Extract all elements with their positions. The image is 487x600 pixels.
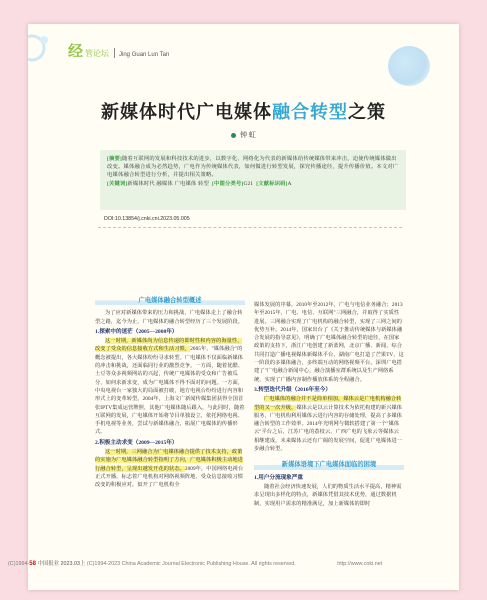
title-highlight: 融合转型 [272, 102, 348, 123]
keywords-line [107, 180, 399, 188]
doc-code-label: [文献标识码] [256, 180, 288, 187]
page-number: 58 [29, 561, 36, 567]
right-column [254, 301, 404, 508]
doi-line: DOI:10.13854/j.cnki.cni.2023.05.005 [104, 216, 190, 222]
journal-issue: 中国报业 2023.03上 [37, 561, 86, 567]
highlighted-text: 广电媒体的融合并不是简单相加，媒体云是广电机构融合转型的又一次升级。 [254, 396, 402, 411]
clc-label: [中图分类号] [212, 180, 244, 187]
abstract-text: 随着互联网的发展和科技技术的进步，以数字化、网络化为代表的新媒体给传统媒体带来冲击，迫使传统媒体做出改变。媒体融合成为必然趋势，广电作为传统媒体代表，如何做进行转型发展，探究传播途径，提升传播价值。本文对广电媒体融合转型进行分析，并提出相关策略。 [107, 156, 399, 179]
abstract-paragraph [107, 155, 399, 180]
paragraph: 随着社会经济快速发展，人们的物质生活水平提高，精神需求呈现出多样化的特点，新媒体凭借其技术优势，通过数据机制，实现用户需求的精准满足，加上新媒体的即时 [254, 483, 402, 507]
footer-copyright-prefix: (C)1994- [8, 561, 30, 567]
column-header [68, 38, 169, 60]
decorative-blob [388, 46, 430, 86]
abstract-box [100, 150, 406, 210]
divider-rule [98, 227, 402, 229]
doc-code-value: A [287, 180, 292, 187]
paragraph: 媒体发展的序幕。2010年至2012年，广电与电信业务融合；2013年至2015年，广电、电信、互联网"三网融合，并取得了实质性进展。三网融合实现了广电机构的融合转型，实现了三网之间的优势互补。2014年，国家出台了《关于推动传统媒体与新媒体融合发展的指导意见》，明确了广电媒体融合转型的途径，在国家政策的支持下，浙江广电创建了新蓝网，北京广播、新闻，综合共同打造广播电视媒体新媒体平台，湖南广电打造了芒果TV，这一阶段的多媒体融合，多终端互动的网络视频平台。深圳广电搭建了"广电融合新闻中心，融合演播室群系统以及生产网络系统，实现了广播内容制作播放体系的全程融合。 [254, 302, 404, 383]
highlighted-text: 这一时期，新媒体尚为信息传递的即时性和内容的海量性，改变了受众的信息接收方式和生活习惯， [95, 338, 243, 353]
title-part-2: 之策 [348, 102, 386, 123]
paragraph: 为了应对新媒体带来的压力和挑战，广电媒体走上了融合转型之路，迄今为止，广电媒体的融合转型经历了三个发展阶段。 [95, 310, 244, 325]
subheading-stage-1: 1.探索中的迷茫（2005—2008年） [95, 328, 178, 335]
paragraph [95, 448, 245, 489]
keywords-text: 新媒体时代 融媒体 广电媒体 转型 [127, 180, 209, 187]
column-name-small: 管论坛 [85, 49, 110, 58]
paragraph [95, 337, 245, 437]
abstract-label: [摘要] [107, 156, 122, 162]
subheading-user-diversion: 1.用户分流现象严重 [254, 474, 303, 481]
highlighted-text: 这一时期，三网融合为广电媒体融合提供了技术支持，政策的实施为广电媒体融合转型指明了方向，广电媒体积极主动地进行融合转型，呈现出越发开花的状态。 [95, 449, 244, 472]
author-dot-icon [231, 133, 236, 138]
copyright-text: (C)1994-2023 China Academic Journal Electronic Publishing House. All rights reserved. [86, 561, 296, 567]
paragraph-text: 2009年，中国网络电视台正式开播，标志着广电机构对网络视频阵地、受众信息接收习惯改变的积极应对。似开了广电机构全 [95, 465, 244, 489]
section-heading-overview: 广电媒体融合转型概述 [95, 297, 245, 305]
paragraph-text: 2005年，"媒体融合"的概念被提出，各大媒体纷纷寻求转型。广电媒体不仅面临新媒体的冲击和挑战，还面临同行业的激烈竞争。一方面，随着优酷、土豆等众多视频网站的兴起，传统广电媒体的受众和广告被瓜分，如何求新求变，成为广电媒体不得不面对的问题。一方面，中央电视台一家独大的局面被打破，地方电视台纷纷进行内容和形式上的变革转型。2004年，上海文广新闻传媒集团获得全国首张IPTV集成运营牌照，其他广电媒体随后跟入，与此同时，随着互联网的发展，广电媒体开始将节目单独设立，依托网络电视、手机电视等业务，尝试与新媒体融合，拓展广电媒体的传播形式。 [95, 346, 245, 436]
section-heading-dilemma: 新媒体语境下广电媒体面临的困境 [254, 461, 404, 469]
paragraph-text: 媒体云是以云计算技术为依托构建的新兴媒体服务，广电机构利用媒体云进行内容的存储处理，提高了多媒体融合转型的工作效率。2014年光明网与微软搭建了第一个"媒体云"平台之后，江苏广电的荔枝云、广西广电的飞象云等媒体云相继建成，未来媒体云还有广阔的发展空间，促进广电媒体进一步融合转型。 [254, 404, 403, 453]
keywords-label: [关键词] [107, 180, 128, 187]
subheading-stage-3: 3.转型迭代升级（2016年至今） [254, 386, 331, 393]
column-name-large: 经 [68, 42, 84, 60]
article-title [28, 98, 459, 124]
cnki-url: http://www.cnki.net [337, 561, 383, 567]
decorative-circles [28, 28, 50, 68]
author-line [28, 130, 459, 140]
header-divider [114, 48, 115, 58]
clc-value: G21 [243, 180, 254, 187]
author-name: 钟 虹 [240, 131, 256, 139]
journal-page [28, 24, 459, 590]
column-pinyin: Jing Guan Lun Tan [119, 52, 170, 58]
subheading-stage-2: 2.积极主动求变（2009—2015年） [95, 439, 178, 446]
left-column [95, 294, 245, 490]
paragraph [254, 395, 404, 453]
title-part-1: 新媒体时代广电媒体 [101, 102, 272, 123]
footer [8, 559, 382, 567]
